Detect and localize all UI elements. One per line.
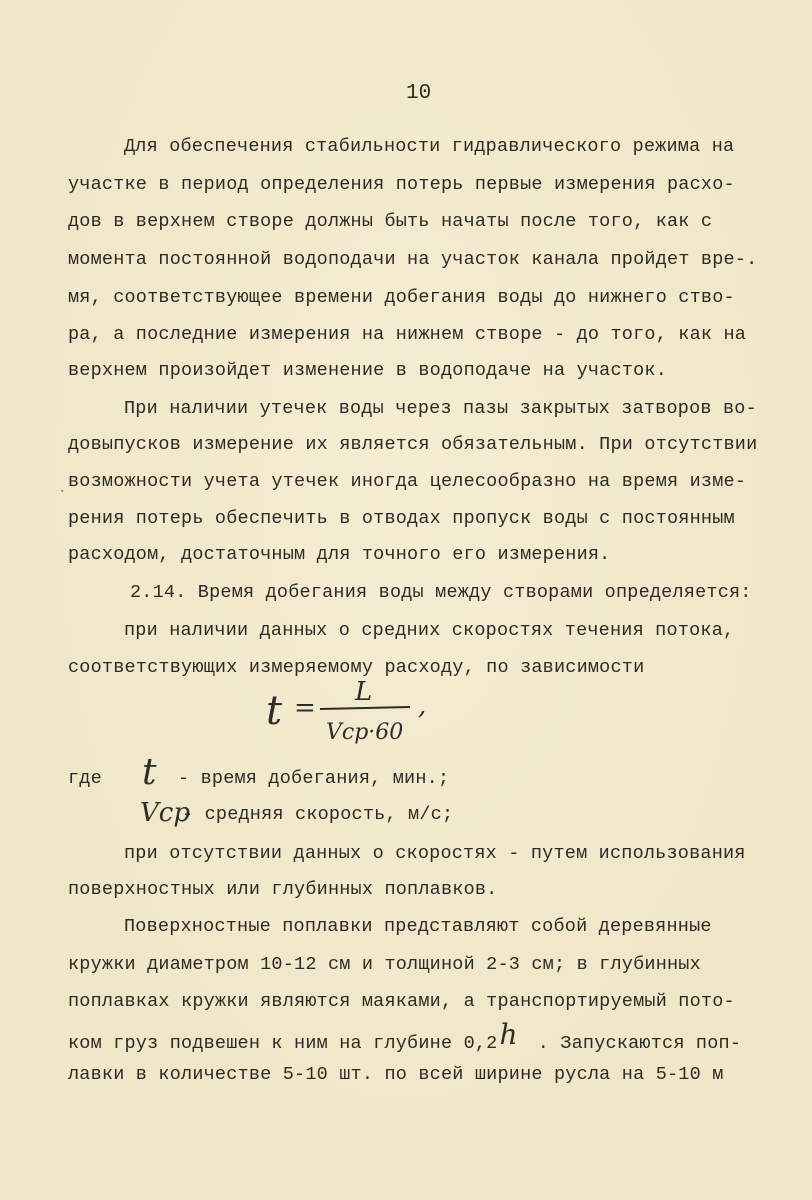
paragraph-4-line-1: при отсутствии данных о скоростях - путем использования	[124, 843, 746, 864]
paragraph-2-line-2: довыпусков измерение их является обязательным. При отсутствии	[68, 434, 758, 455]
paragraph-1-line-4: момента постоянной водоподачи на участок канала пройдет вре-.	[68, 249, 758, 270]
formula-svg	[260, 672, 460, 752]
paragraph-5-line-4-before: ком груз подвешен к ним на глубине 0,2	[68, 1033, 498, 1054]
formula-trailing-comma: ,	[418, 691, 427, 721]
paragraph-5-line-2: кружки диаметром 10-12 см и толщиной 2-3 см; в глубинных	[68, 954, 701, 975]
paragraph-2-line-4: рения потерь обеспечить в отводах пропуск воды с постоянным	[68, 508, 735, 529]
paragraph-1-line-7: верхнем произойдет изменение в водоподаче на участок.	[68, 360, 667, 381]
formula-numerator: L	[355, 677, 373, 707]
where-v-description: - средняя скорость, м/с;	[182, 804, 454, 825]
formula-t-symbol: t	[266, 688, 283, 734]
paragraph-4-line-2: поверхностных или глубинных поплавков.	[68, 879, 498, 900]
paragraph-3-line-2: соответствующих измеряемому расходу, по зависимости	[68, 657, 645, 678]
depth-h-symbol: h	[499, 1018, 518, 1051]
formula-denominator: Vср·60	[326, 720, 404, 745]
paragraph-5-line-1: Поверхностные поплавки представляют собой деревянные	[124, 916, 712, 937]
where-v-symbol: Vср	[140, 798, 190, 828]
travel-time-formula	[260, 672, 460, 752]
where-t-description: - время добегания, мин.;	[178, 768, 450, 789]
paragraph-2-line-5: расходом, достаточным для точного его измерения.	[68, 544, 611, 565]
where-prefix: где	[68, 768, 102, 789]
formula-equals-sign: =	[294, 693, 316, 723]
paragraph-5-line-4	[68, 1018, 742, 1055]
paragraph-3-line-1: при наличии данных о средних скоростях течения потока,	[124, 620, 735, 641]
paragraph-1-line-3: дов в верхнем створе должны быть начаты после того, как с	[68, 211, 713, 232]
paragraph-1-line-1: Для обеспечения стабильности гидравлического режима на	[124, 136, 735, 157]
paragraph-1-line-6: ра, а последние измерения на нижнем створе - до того, как на	[68, 324, 747, 345]
where-t-symbol: t	[142, 752, 157, 793]
paragraph-2-line-3: возможности учета утечек иногда целесообразно на время изме-	[68, 471, 747, 492]
page-number: 10	[406, 82, 432, 105]
paragraph-5-line-4-after: . Запускаются поп-	[537, 1033, 742, 1054]
formula-fraction-bar	[320, 707, 410, 709]
paragraph-5-line-3: поплавках кружки являются маяками, а транспортируемый пото-	[68, 991, 735, 1012]
margin-tick-mark: ˎ	[58, 478, 67, 494]
paragraph-1-line-2: участке в период определения потерь первые измерения расхо-	[68, 174, 735, 195]
paragraph-1-line-5: мя, соответствующее времени добегания воды до нижнего ство-	[68, 287, 735, 308]
section-2-14-heading: 2.14. Время добегания воды между створами определяется:	[130, 582, 752, 603]
paragraph-2-line-1: При наличии утечек воды через пазы закрытых затворов во-	[124, 398, 757, 419]
paragraph-5-line-5: лавки в количестве 5-10 шт. по всей ширине русла на 5-10 м	[68, 1064, 724, 1085]
